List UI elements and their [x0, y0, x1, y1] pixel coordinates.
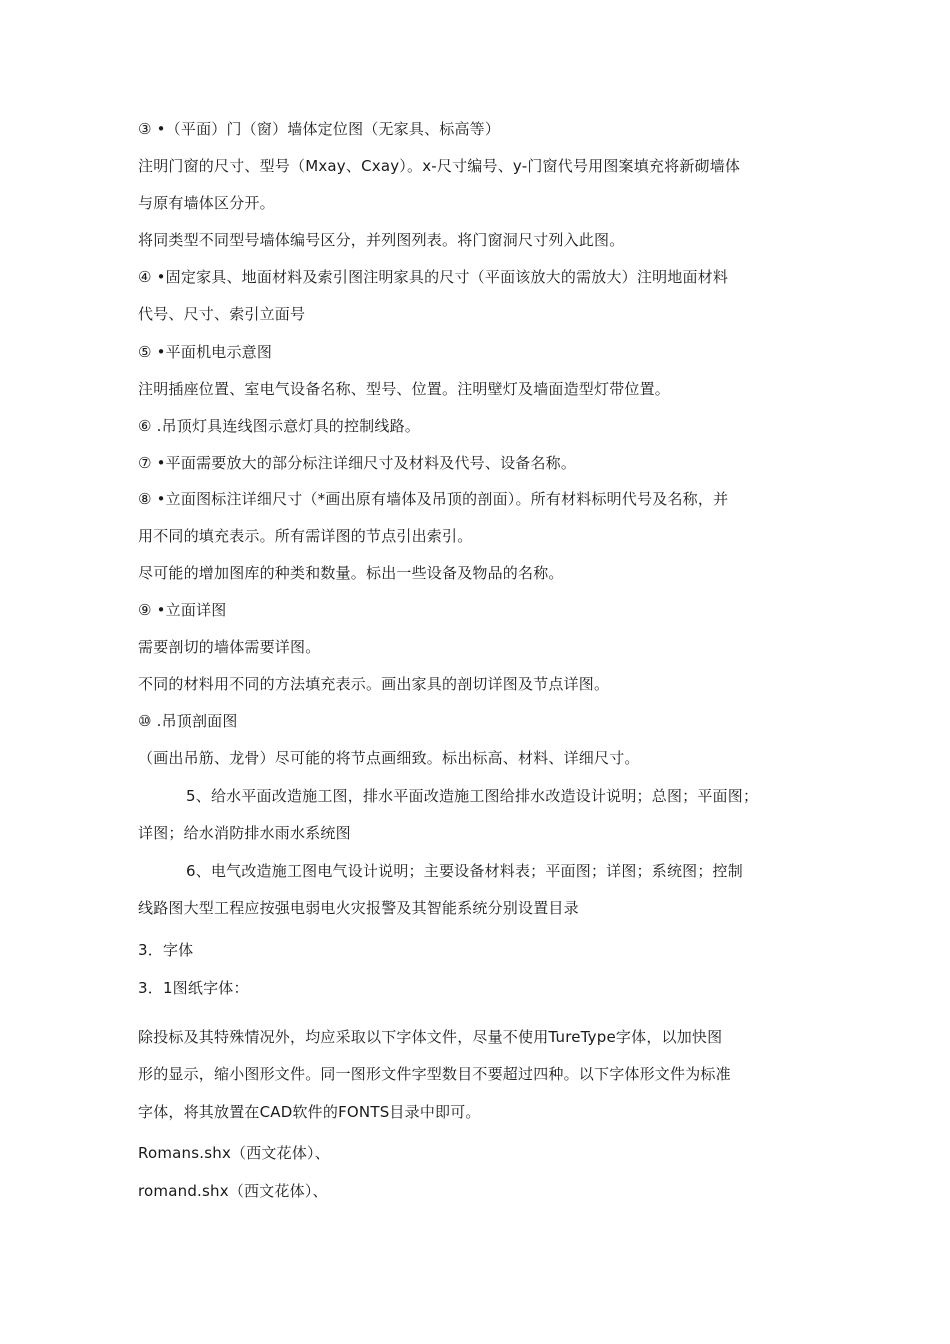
section-heading: 3．字体	[138, 941, 194, 959]
text-line: ⑤ •平面机电示意图	[138, 343, 273, 361]
text-line: ③ •（平面）门（窗）墙体定位图（无家具、标高等）	[138, 120, 501, 138]
text-line: （画出吊筋、龙骨）尽可能的将节点画细致。标出标高、材料、详细尺寸。	[138, 749, 640, 767]
text-line: 注明插座位置、室电气设备名称、型号、位置。注明壁灯及墙面造型灯带位置。	[138, 380, 671, 398]
text-line: ⑦ •平面需要放大的部分标注详细尺寸及材料及代号、设备名称。	[138, 454, 577, 472]
text-line: 注明门窗的尺寸、型号（Mxay、Cxay）。x-尺寸编号、y-门窗代号用图案填充将新砌墙体	[138, 157, 741, 175]
text-line: 用不同的填充表示。所有需详图的节点引出索引。	[138, 527, 473, 545]
text-line: 6、电气改造施工图电气设计说明；主要设备材料表；平面图；详图；系统图；控制	[186, 862, 743, 880]
text-line: ④ •固定家具、地面材料及索引图注明家具的尺寸（平面该放大的需放大）注明地面材料	[138, 268, 729, 286]
text-line: 详图；给水消防排水雨水系统图	[138, 824, 351, 842]
text-line: 线路图大型工程应按强电弱电火灾报警及其智能系统分别设置目录	[138, 899, 579, 917]
text-line: 与原有墙体区分开。	[138, 194, 275, 212]
text-line: ⑧ •立面图标注详细尺寸（*画出原有墙体及吊顶的剖面）。所有材料标明代号及名称，并	[138, 490, 729, 508]
text-line: 字体，将其放置在CAD软件的FONTS目录中即可。	[138, 1103, 481, 1121]
text-line: 形的显示，缩小图形文件。同一图形文件字型数目不要超过四种。以下字体形文件为标准	[138, 1065, 731, 1083]
text-line: 除投标及其特殊情况外，均应采取以下字体文件，尽量不使用TureType字体，以加快图	[138, 1028, 723, 1046]
text-line: ⑩ .吊顶剖面图	[138, 712, 238, 730]
text-line: ⑨ •立面详图	[138, 601, 227, 619]
section-heading: 3．1图纸字体：	[138, 979, 249, 997]
text-line: 代号、尺寸、索引立面号	[138, 305, 306, 323]
text-line: 将同类型不同型号墙体编号区分，并列图列表。将门窗洞尺寸列入此图。	[138, 231, 625, 249]
text-line: 需要剖切的墙体需要详图。	[138, 638, 321, 656]
text-line: Romans.shx（西文花体）、	[138, 1144, 330, 1162]
text-line: 5、给水平面改造施工图，排水平面改造施工图给排水改造设计说明；总图；平面图；	[186, 787, 759, 805]
text-line: 尽可能的增加图库的种类和数量。标出一些设备及物品的名称。	[138, 564, 564, 582]
text-line: ⑥ .吊顶灯具连线图示意灯具的控制线路。	[138, 417, 420, 435]
text-line: 不同的材料用不同的方法填充表示。画出家具的剖切详图及节点详图。	[138, 675, 610, 693]
text-line: romand.shx（西文花体）、	[138, 1182, 328, 1200]
